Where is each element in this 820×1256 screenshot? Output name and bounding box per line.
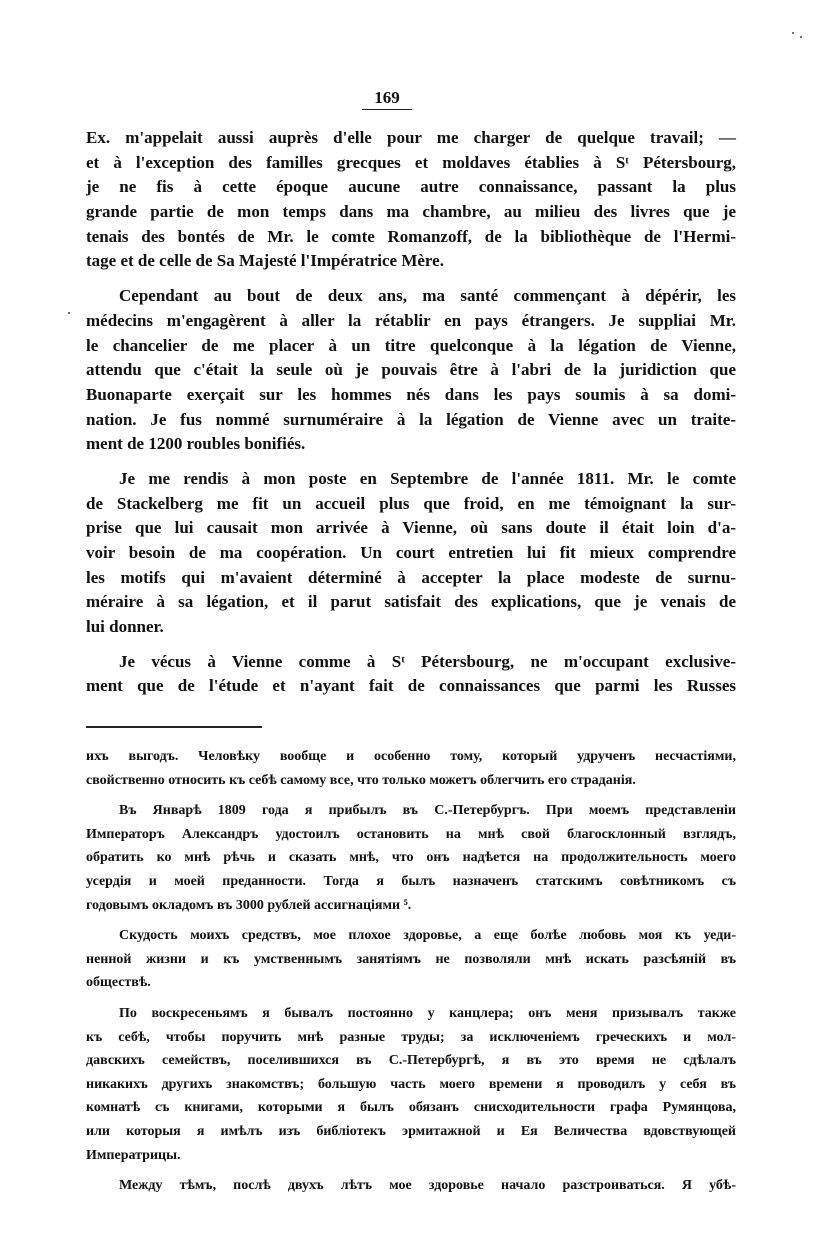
text-line: Buonaparte exerçait sur les hommes nés dans les pays soumis à sa domi- [86, 384, 736, 404]
paragraph [86, 924, 736, 995]
text-line: Ex. m'appelait aussi auprès d'elle pour me charger de quelque travail; — [86, 128, 736, 147]
text-line: le chancelier de me placer à un titre quelconque à la légation de Vienne, [86, 335, 736, 355]
french-main-text [86, 126, 736, 699]
text-line: Cependant au bout de deux ans, ma santé commençant à dépérir, les [119, 286, 736, 306]
paragraph [86, 1174, 736, 1198]
text-line: давскихъ семействъ, поселившихся въ С.-Петербургѣ, я въ это время не сдѣлалъ [86, 1053, 736, 1069]
text-line: les motifs qui m'avaient déterminé à accepter la place modeste de surnu- [86, 567, 736, 587]
text-line: Императрицы. [86, 1147, 181, 1163]
text-line: tage et de celle de Sa Majesté l'Impératrice Mère. [86, 251, 444, 271]
scan-speck [68, 312, 70, 314]
text-line: médecins m'engagèrent à aller la rétablir en pays étrangers. Je suppliai Mr. [86, 310, 736, 330]
scan-speck [792, 32, 794, 34]
page-number: 169 [362, 88, 412, 110]
text-line: Императоръ Александръ удостоилъ остановить на мнѣ свой благосклонный взглядъ, [86, 826, 736, 842]
text-line: Между тѣмъ, послѣ двухъ лѣтъ мое здоровье начало разстроиваться. Я убѣ- [119, 1178, 736, 1194]
text-line: Je me rendis à mon poste en Septembre de l'année 1811. Mr. le comte [119, 468, 736, 488]
text-line: nation. Je fus nommé surnuméraire à la légation de Vienne avec un traite- [86, 409, 736, 429]
text-line: или которыя я имѣлъ изъ библіотекъ эрмитажной и Ея Величества вдовствующей [86, 1123, 736, 1139]
text-line: никакихъ другихъ знакомствъ; большую часть моего времени я проводилъ у себя въ [86, 1076, 736, 1092]
text-line: je ne fis à cette époque aucune autre connaissance, passant la plus [86, 177, 736, 197]
paragraph [86, 650, 736, 699]
text-line: et à l'exception des familles grecques et moldaves établies à Sᵗ Pétersbourg, [86, 152, 736, 172]
text-line: ment que de l'étude et n'ayant fait de connaissances que parmi les Russes [86, 676, 736, 696]
text-line: свойственно относить къ себѣ самому все, что только можетъ облегчить его страданія. [86, 772, 636, 788]
text-line: комнатѣ съ книгами, которыми я былъ обязанъ снисходительности графа Румянцова, [86, 1100, 736, 1116]
paragraph [86, 467, 736, 640]
text-line: voir besoin de ma coopération. Un court entretien lui fit mieux comprendre [86, 543, 736, 562]
paragraph [86, 1002, 736, 1167]
text-line: Je vécus à Vienne comme à Sᵗ Pétersbourg, ne m'occupant exclusive- [119, 651, 736, 671]
text-line: prise que lui causait mon arrivée à Vienne, où sans doute il était loin d'a- [86, 518, 736, 538]
russian-footnote-text [86, 745, 736, 1198]
text-line: годовымъ окладомъ въ 3000 рублей ассигнаціями ⁵. [86, 897, 412, 913]
paragraph [86, 284, 736, 457]
text-line: обратить ко мнѣ рѣчь и сказать мнѣ, что онъ надѣется на продолжительность моего [86, 850, 736, 866]
footnote-separator [86, 726, 262, 728]
scan-speck [800, 36, 802, 38]
text-line: усердія и моей преданности. Тогда я былъ назначенъ статскимъ совѣтникомъ съ [86, 873, 736, 889]
text-line: attendu que c'était la seule où je pouvais être à l'abri de la juridiction que [86, 360, 736, 380]
text-line: lui donner. [86, 617, 164, 637]
paragraph [86, 126, 736, 274]
text-line: ment de 1200 roubles bonifiés. [86, 434, 306, 454]
text-line: de Stackelberg me fit un accueil plus que froid, en me témoignant la sur- [86, 493, 736, 513]
text-line: grande partie de mon temps dans ma chambre, au milieu des livres que je [86, 202, 736, 222]
text-line: Скудость моихъ средствъ, мое плохое здоровье, а еще болѣе любовь моя къ уеди- [119, 928, 736, 944]
text-line: méraire à sa légation, et il parut satisfait des explications, que je venais de [86, 592, 736, 612]
text-line: tenais des bontés de Mr. le comte Romanzoff, de la bibliothèque de l'Hermi- [86, 226, 736, 246]
text-line: Въ Январѣ 1809 года я прибылъ въ С.-Петербургъ. При моемъ представленіи [119, 803, 736, 819]
text-line: обществѣ. [86, 975, 151, 991]
paragraph [86, 745, 736, 792]
paragraph [86, 799, 736, 917]
text-line: По воскресеньямъ я бывалъ постоянно у канцлера; онъ меня призывалъ также [119, 1005, 736, 1021]
text-line: къ себѣ, чтобы поручить мнѣ разные труды; за исключеніемъ греческихъ и мол- [86, 1029, 736, 1045]
text-line: ненной жизни и къ умственнымъ занятіямъ не позволяли мнѣ искать разсѣяній въ [86, 951, 736, 967]
text-line: ихъ выгодъ. Человѣку вообще и особенно тому, который удрученъ несчастіями, [86, 749, 736, 764]
